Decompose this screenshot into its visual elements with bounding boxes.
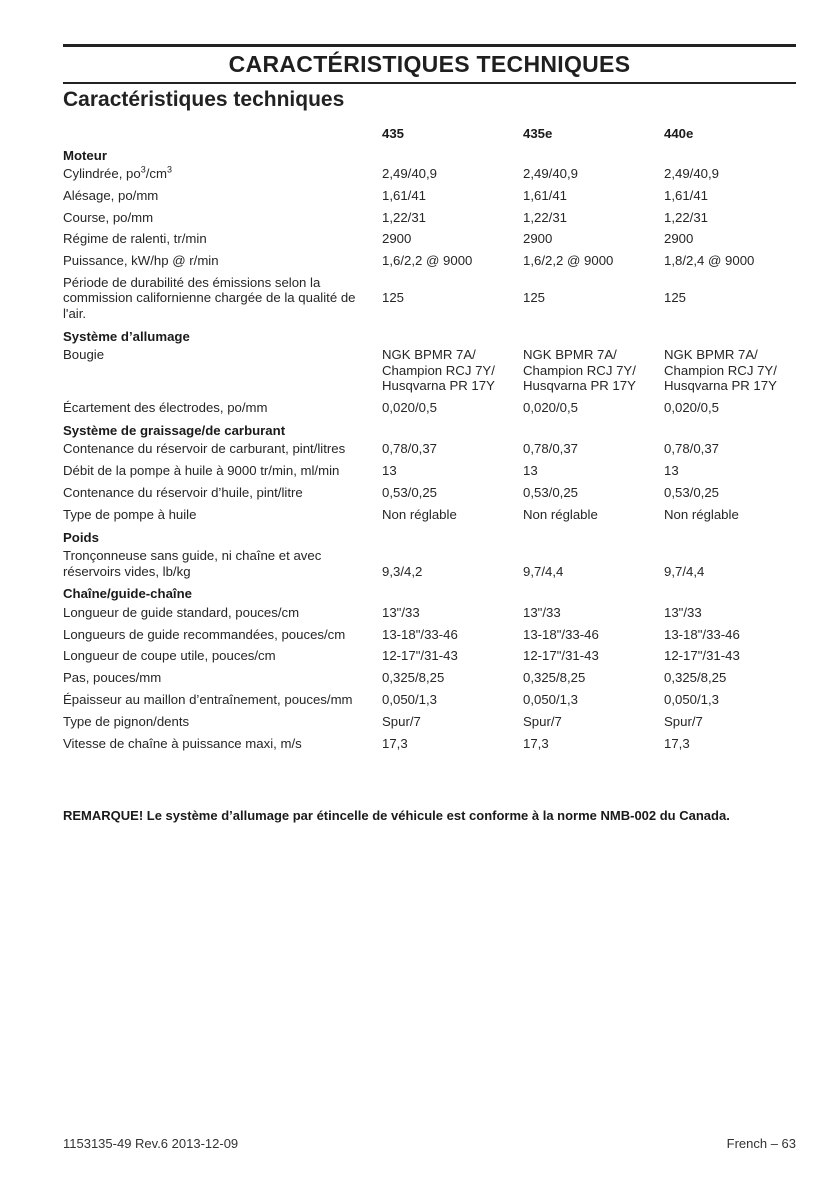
banner-title: CARACTÉRISTIQUES TECHNIQUES [228, 51, 631, 77]
table-row [63, 736, 796, 758]
row-label: Alésage, po/mm [63, 187, 159, 203]
cell-value: 125 [664, 290, 687, 306]
model-435e: 435e [523, 126, 553, 141]
cell-value: 9,3/4,2 [382, 563, 423, 579]
cell-value: 13-18"/33-46 [382, 626, 458, 642]
table-row [63, 548, 796, 585]
cell-value: Spur/7 [523, 713, 562, 729]
section-header [63, 529, 796, 549]
cell-value: NGK BPMR 7A/ Champion RCJ 7Y/ Husqvarna PR 17Y [382, 347, 495, 394]
table-row [63, 670, 796, 692]
cell-value: 13-18"/33-46 [664, 626, 740, 642]
cell-value: NGK BPMR 7A/ Champion RCJ 7Y/ Husqvarna PR 17Y [523, 347, 636, 394]
cell-value: 0,050/1,3 [382, 692, 437, 708]
row-label: Pas, pouces/mm [63, 670, 162, 686]
cell-value: 1,8/2,4 @ 9000 [664, 253, 755, 269]
section-header [63, 422, 796, 442]
section-title-chaine: Chaîne/guide-chaîne [63, 586, 192, 602]
model-header-row [63, 126, 796, 147]
cell-value: 12-17"/31-43 [664, 648, 740, 664]
cell-value: 13"/33 [523, 604, 561, 620]
header-spacer [63, 126, 382, 147]
cell-value: 13-18"/33-46 [523, 626, 599, 642]
model-435: 435 [382, 126, 405, 141]
cell-value: Non réglable [664, 506, 739, 522]
section-title-moteur: Moteur [63, 147, 107, 163]
row-label: Longueurs de guide recommandées, pouces/cm [63, 626, 346, 642]
cell-value: 1,22/31 [382, 209, 426, 225]
cell-value: 12-17"/31-43 [382, 648, 458, 664]
cell-value: NGK BPMR 7A/ Champion RCJ 7Y/ Husqvarna PR 17Y [664, 347, 777, 394]
cell-value: 2900 [664, 231, 694, 247]
row-label: Contenance du réservoir de carburant, pint/litres [63, 441, 346, 457]
cell-value: 13"/33 [664, 604, 702, 620]
table-row [63, 275, 796, 328]
row-label: Écartement des électrodes, po/mm [63, 400, 268, 416]
table-row [63, 188, 796, 210]
table-row [63, 253, 796, 275]
model-440e: 440e [664, 126, 694, 141]
cell-value: 0,325/8,25 [664, 670, 727, 686]
table-row [63, 485, 796, 507]
cell-value: 125 [523, 290, 546, 306]
cell-value: 13"/33 [382, 604, 420, 620]
cell-value: Non réglable [382, 506, 457, 522]
cell-value: 2,49/40,9 [523, 166, 578, 181]
row-label: Période de durabilité des émissions selon la commission californienne chargée de la qualité de l'air. [63, 274, 356, 321]
cell-value: 17,3 [523, 735, 549, 751]
section-title-graissage: Système de graissage/de carburant [63, 422, 286, 438]
row-label: Épaisseur au maillon d’entraînement, pouces/mm [63, 692, 353, 708]
cell-value: 9,7/4,4 [523, 563, 564, 579]
cell-value: 2,49/40,9 [382, 166, 437, 181]
compliance-note: REMARQUE! Le système d’allumage par étincelle de véhicule est conforme à la norme NMB-002 du Canada. [63, 808, 730, 823]
cell-value: 13 [382, 463, 397, 479]
section-header [63, 585, 796, 605]
table-row [63, 507, 796, 529]
table-row [63, 441, 796, 463]
cell-value: 125 [382, 290, 405, 306]
table-row [63, 347, 796, 400]
row-label: Longueur de guide standard, pouces/cm [63, 604, 300, 620]
table-row [63, 648, 796, 670]
row-label: Cylindrée, $po^3/cm^3$ [63, 164, 172, 181]
cell-value: 0,325/8,25 [382, 670, 445, 686]
row-label: Type de pignon/dents [63, 713, 190, 729]
cell-value: 0,53/0,25 [382, 484, 437, 500]
cell-value: 17,3 [664, 735, 690, 751]
page-banner [63, 44, 796, 84]
cell-value: 17,3 [382, 735, 408, 751]
cell-value: 13 [664, 463, 679, 479]
cell-value: Spur/7 [382, 713, 421, 729]
row-label: Vitesse de chaîne à puissance maxi, m/s [63, 735, 302, 751]
cell-value: 1,61/41 [523, 187, 567, 203]
table-row [63, 627, 796, 649]
table-row [63, 714, 796, 736]
table-row [63, 210, 796, 232]
cell-value: 2900 [382, 231, 412, 247]
section-header [63, 328, 796, 348]
table-row [63, 231, 796, 253]
row-label: Débit de la pompe à huile à 9000 tr/min, ml/min [63, 463, 340, 479]
cell-value: 1,6/2,2 @ 9000 [382, 253, 473, 269]
cell-value: 0,78/0,37 [523, 441, 578, 457]
cell-value: 0,325/8,25 [523, 670, 586, 686]
cell-value: 0,020/0,5 [523, 400, 578, 416]
cell-value: 0,050/1,3 [523, 692, 578, 708]
row-label: Puissance, kW/hp @ r/min [63, 253, 219, 269]
row-label: Course, po/mm [63, 209, 154, 225]
row-label: Type de pompe à huile [63, 506, 197, 522]
section-title-allumage: Système d’allumage [63, 328, 190, 344]
cell-value: Non réglable [523, 506, 598, 522]
table-row [63, 605, 796, 627]
cell-value: 0,53/0,25 [523, 484, 578, 500]
cell-value: 1,61/41 [382, 187, 426, 203]
cell-value: 12-17"/31-43 [523, 648, 599, 664]
row-label: Longueur de coupe utile, pouces/cm [63, 648, 276, 664]
cell-value: 2,49/40,9 [664, 166, 719, 181]
cell-value: 1,22/31 [523, 209, 567, 225]
section-title-poids: Poids [63, 529, 99, 545]
specifications-table [63, 126, 796, 757]
cell-value: 9,7/4,4 [664, 563, 705, 579]
row-label: Régime de ralenti, tr/min [63, 231, 207, 247]
cell-value: 0,53/0,25 [664, 484, 719, 500]
cell-value: 0,020/0,5 [382, 400, 437, 416]
cell-value: 1,22/31 [664, 209, 708, 225]
row-label: Contenance du réservoir d’huile, pint/litre [63, 484, 303, 500]
cell-value: 0,050/1,3 [664, 692, 719, 708]
row-label: Tronçonneuse sans guide, ni chaîne et avec réservoirs vides, lb/kg [63, 548, 322, 579]
cell-value: 1,6/2,2 @ 9000 [523, 253, 614, 269]
table-row [63, 463, 796, 485]
document-id: 1153135-49 Rev.6 2013-12-09 [63, 1136, 239, 1151]
table-row [63, 400, 796, 422]
table-row [63, 166, 796, 188]
cell-value: 0,78/0,37 [664, 441, 719, 457]
cell-value: Spur/7 [664, 713, 703, 729]
table-row [63, 692, 796, 714]
cell-value: 13 [523, 463, 538, 479]
cell-value: 0,78/0,37 [382, 441, 437, 457]
page-title: Caractéristiques techniques [63, 88, 345, 111]
section-header [63, 147, 796, 167]
cell-value: 1,61/41 [664, 187, 708, 203]
cell-value: 0,020/0,5 [664, 400, 719, 416]
cell-value: 2900 [523, 231, 553, 247]
page-number: French – 63 [726, 1136, 796, 1151]
row-label: Bougie [63, 347, 105, 363]
